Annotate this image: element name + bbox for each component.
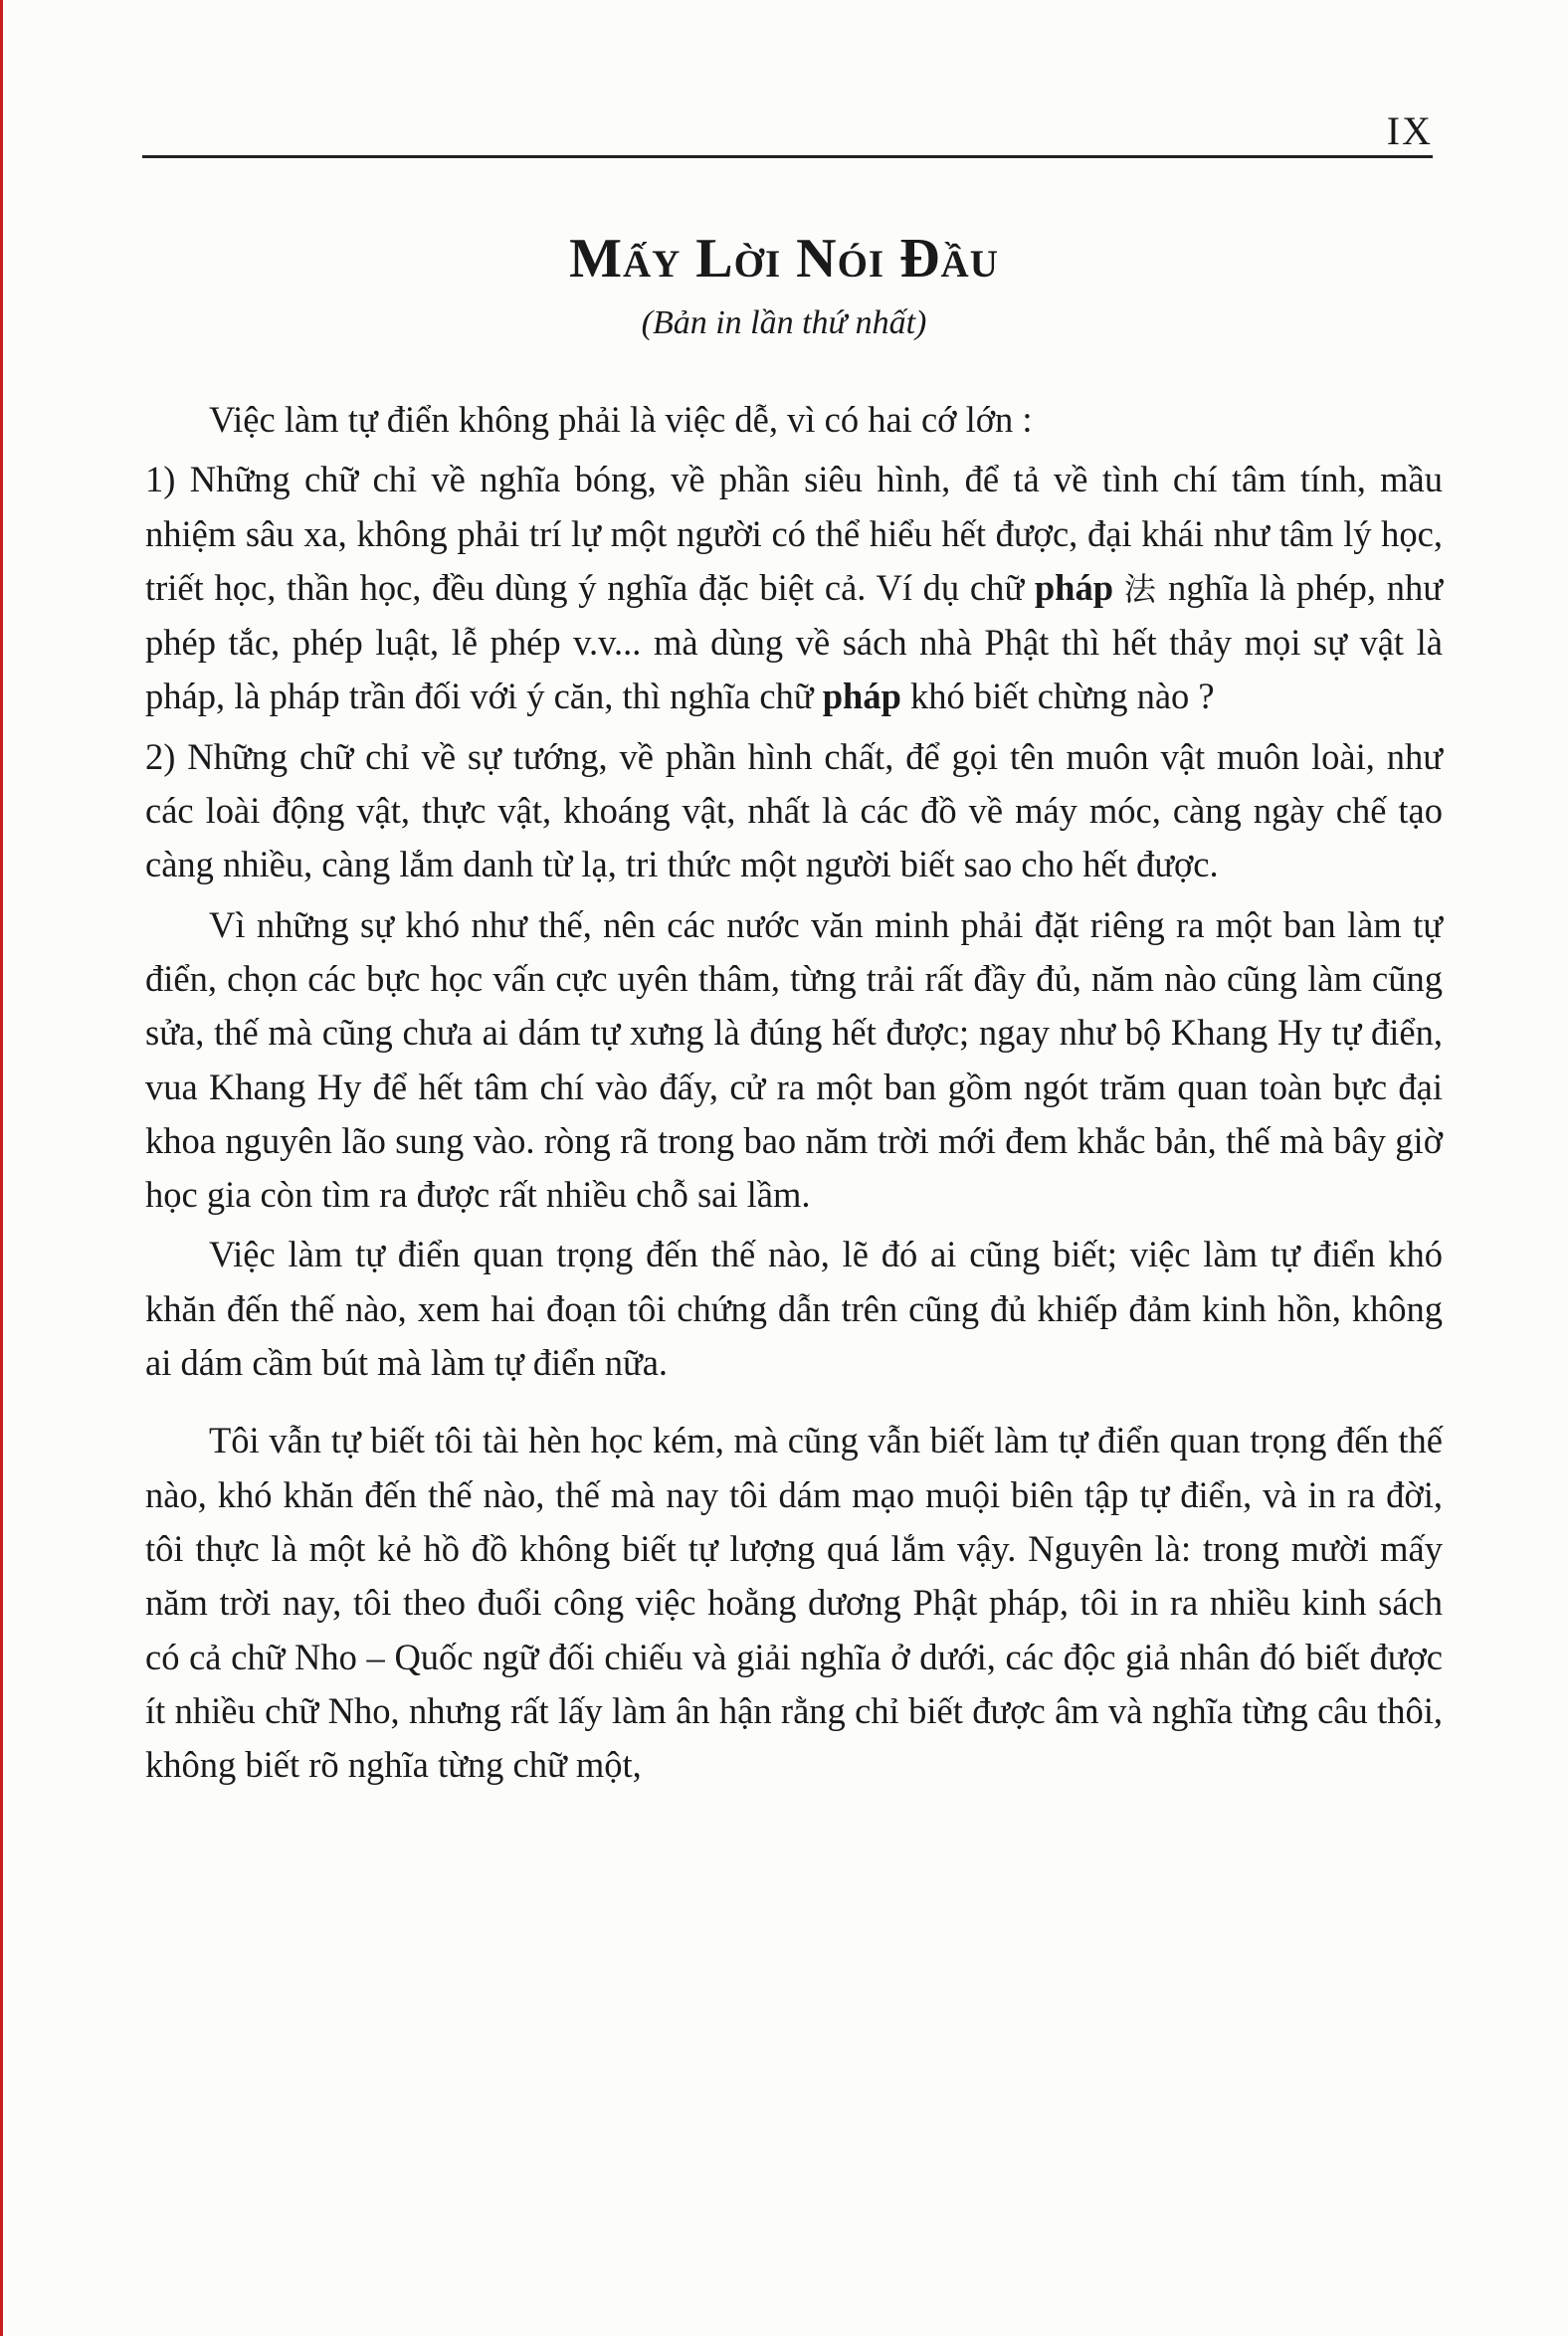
paragraph-point-1 [145,453,1443,723]
point-1-text-c: nghĩa là phép, như phép tắc, phép luật, lễ phép v.v... mà dùng về sách nhà Phật thì hết thảy mọi sự vật là pháp, là pháp trần đối với ý căn, thì nghĩa chữ [145,566,1443,717]
paragraph-importance: Việc làm tự điển quan trọng đến thế nào, lẽ đó ai cũng biết; việc làm tự điển khó khăn đến thế nào, xem hai đoạn tôi chứng dẫn trên cũng đủ khiếp đảm kinh hồn, không ai dám cầm bút mà làm tự điển nữa. [145,1234,1443,1384]
page-edge [0,0,3,2336]
chapter-subtitle: (Bản in lần thứ nhất) [641,304,927,341]
paragraph-point-2: 2) Những chữ chỉ về sự tướng, về phần hình chất, để gọi tên muôn vật muôn loài, như các loài động vật, thực vật, khoáng vật, nhất là các đồ về máy móc, càng ngày chế tạo càng nhiều, càng lắm danh từ lạ, tri thức một người biết sao cho hết được. [145,735,1443,885]
han-character: 法 [1123,569,1158,608]
paragraph-difficulty: Vì những sự khó như thế, nên các nước văn minh phải đặt riêng ra một ban làm tự điển, chọn các bực học vấn cực uyên thâm, từng trải rất đầy đủ, năm nào cũng làm cũng sửa, thế mà cũng chưa ai dám tự xưng là đúng hết được; ngay như bộ Khang Hy tự điển, vua Khang Hy để hết tâm chí vào đấy, cử ra một ban gồm ngót trăm quan toàn bực đại khoa nguyên lão sung vào. ròng rã trong bao năm trời mới đem khắc bản, thế mà bây giờ học gia còn tìm ra được rất nhiều chỗ sai lầm. [145,903,1443,1216]
paragraph-author: Tôi vẫn tự biết tôi tài hèn học kém, mà cũng vẫn biết làm tự điển quan trọng đến thế nào, khó khăn đến thế nào, thế mà nay tôi dám mạo muội biên tập tự điển, và in ra đời, tôi thực là một kẻ hồ đồ không biết tự lượng quá lắm vậy. Nguyên là: trong mười mấy năm trời nay, tôi theo đuổi công việc hoằng dương Phật pháp, tôi in ra nhiều kinh sách có cả chữ Nho – Quốc ngữ đối chiếu và giải nghĩa ở dưới, các độc giả nhân đó biết được ít nhiều chữ Nho, nhưng rất lấy làm ân hận rằng chỉ biết được âm và nghĩa từng câu thôi, không biết rõ nghĩa từng chữ một, [145,1420,1443,1786]
term-phap-2: pháp [822,676,901,717]
body-text [145,393,1443,1792]
page-number: IX [1386,108,1433,153]
header-rule [142,155,1433,158]
paragraph-intro: Việc làm tự điển không phải là việc dễ, vì có hai cớ lớn : [209,399,1033,440]
chapter-title: Mấy Lời Nói Đầu [569,228,999,290]
term-phap: pháp [1034,566,1114,608]
point-1-text-d: khó biết chừng nào ? [900,676,1215,717]
point-1-text-a: 1) Những chữ chỉ về nghĩa bóng, về phần siêu hình, để tả về tình chí tâm tính, mầu nhiệm sâu xa, không phải trí lự một người có thể hiểu hết được, đại khái như tâm lý học, triết học, thần học, đều dùng ý nghĩa đặc biệt cả. Ví dụ chữ [145,459,1443,608]
